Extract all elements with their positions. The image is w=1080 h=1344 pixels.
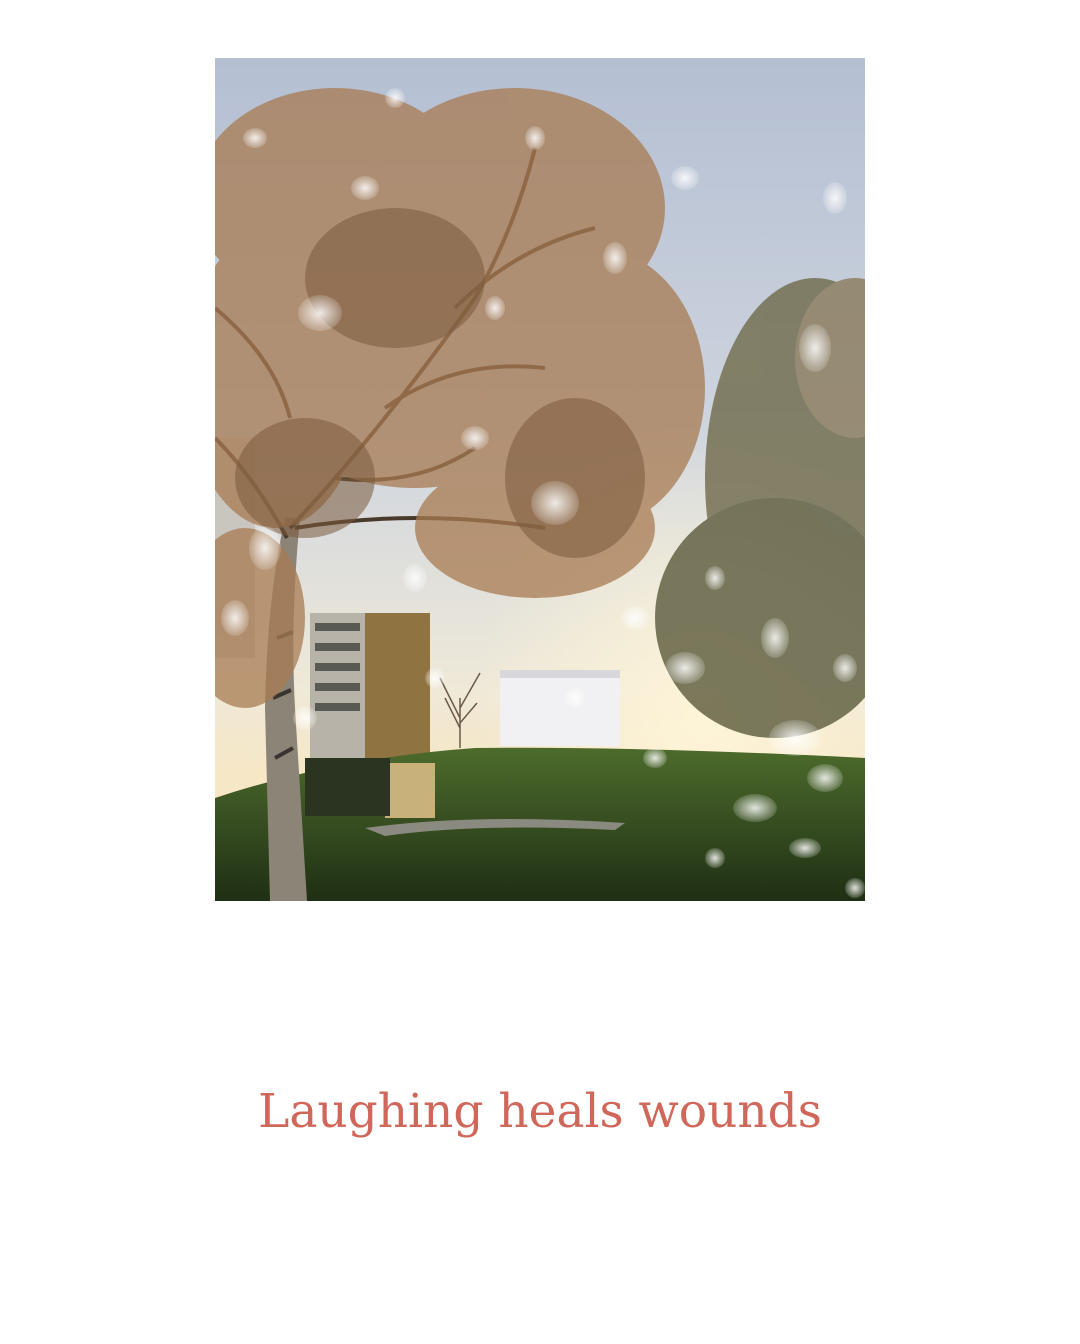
white-building	[500, 676, 620, 746]
tree-photo-illustration	[215, 58, 865, 901]
caption-text: Laughing heals wounds	[258, 1084, 822, 1139]
brick-wall	[385, 763, 435, 818]
tree-photo	[215, 58, 865, 901]
